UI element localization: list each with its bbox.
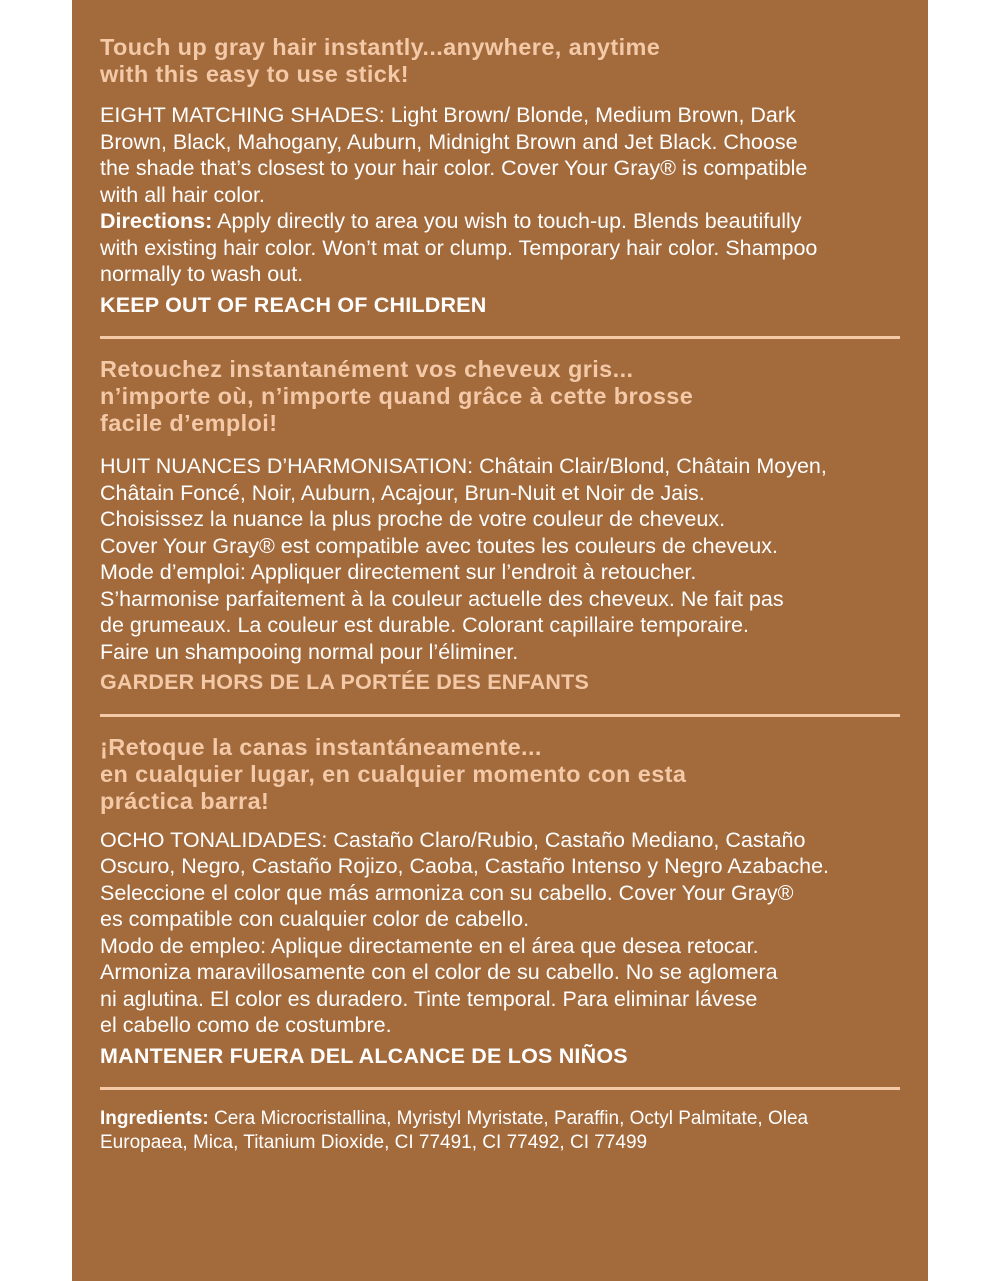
- spanish-body: [100, 827, 900, 1039]
- spanish-warning: MANTENER FUERA DEL ALCANCE DE LOS NIÑOS: [100, 1043, 628, 1068]
- french-body-line-6: S’harmonise parfaitement à la couleur actuelle des cheveux. Ne fait pas: [100, 586, 784, 611]
- english-heading-line-2: with this easy to use stick!: [100, 61, 409, 87]
- ingredients-line-1: [100, 1107, 900, 1131]
- french-heading-line-3: facile d’emploi!: [100, 410, 278, 436]
- section-ingredients: [100, 1107, 900, 1155]
- divider-3: [100, 1087, 900, 1090]
- section-spanish: [100, 734, 900, 1070]
- english-shades-label: EIGHT MATCHING SHADES:: [100, 103, 385, 127]
- spanish-body-line-6: Armoniza maravillosamente con el color de su cabello. No se aglomera: [100, 960, 778, 984]
- english-body-line-4: with all hair color.: [100, 182, 265, 207]
- spanish-shades-label: OCHO TONALIDADES:: [100, 827, 328, 852]
- spanish-heading-line-2: en cualquier lugar, en cualquier momento con esta: [100, 760, 687, 787]
- french-body-line-4: Cover Your Gray® est compatible avec toutes les couleurs de cheveux.: [100, 533, 778, 558]
- spanish-body-text-1: Castaño Claro/Rubio, Castaño Mediano, Castaño: [327, 827, 806, 852]
- english-directions-label: Directions:: [100, 209, 213, 233]
- french-body-line-7: de grumeaux. La couleur est durable. Colorant capillaire temporaire.: [100, 613, 749, 637]
- french-warning: GARDER HORS DE LA PORTÉE DES ENFANTS: [100, 670, 590, 694]
- ingredients-label: Ingredients:: [100, 1108, 209, 1129]
- ingredients-text-1: Cera Microcristallina, Myristyl Myristate, Paraffin, Octyl Palmitate, Olea: [208, 1108, 809, 1129]
- english-directions-text-1: Apply directly to area you wish to touch-up. Blends beautifully: [212, 209, 802, 233]
- french-shades-label: HUIT NUANCES D’HARMONISATION:: [100, 454, 474, 478]
- english-body-text-1: Light Brown/ Blonde, Medium Brown, Dark: [384, 103, 796, 127]
- english-directions-line-2: with existing hair color. Won’t mat or clump. Temporary hair color. Shampoo: [100, 235, 818, 260]
- section-english: [100, 34, 900, 318]
- english-warning: KEEP OUT OF REACH OF CHILDREN: [100, 292, 487, 317]
- section-french: [100, 356, 900, 696]
- french-body-line-1: [100, 453, 900, 480]
- divider-1: [100, 336, 900, 339]
- spanish-body-line-3: Seleccione el color que más armoniza con su cabello. Cover Your Gray®: [100, 880, 794, 905]
- english-directions-line-3: normally to wash out.: [100, 262, 304, 286]
- english-directions-line-1: [100, 208, 900, 235]
- english-heading: [100, 34, 900, 88]
- french-body: [100, 453, 900, 665]
- spanish-heading-line-3: práctica barra!: [100, 787, 270, 814]
- ingredients-line-2: Europaea, Mica, Titanium Dioxide, CI 77491, CI 77492, CI 77499: [100, 1132, 648, 1153]
- spanish-body-line-8: el cabello como de costumbre.: [100, 1013, 392, 1037]
- french-heading: [100, 356, 900, 437]
- spanish-body-line-5: Modo de empleo: Aplique directamente en el área que desea retocar.: [100, 933, 759, 958]
- spanish-heading-line-1: ¡Retoque la canas instantáneamente...: [100, 733, 542, 760]
- english-body-line-1: [100, 102, 900, 129]
- spanish-body-line-2: Oscuro, Negro, Castaño Rojizo, Caoba, Castaño Intenso y Negro Azabache.: [100, 854, 830, 878]
- divider-2: [100, 714, 900, 717]
- product-label-panel: [72, 0, 928, 1281]
- french-heading-line-2: n’importe où, n’importe quand grâce à cette brosse: [100, 383, 694, 409]
- spanish-heading: [100, 734, 900, 815]
- ingredients-text: [100, 1107, 900, 1155]
- french-heading-line-1: Retouchez instantanément vos cheveux gris...: [100, 356, 634, 382]
- english-body-line-3: the shade that’s closest to your hair color. Cover Your Gray® is compatible: [100, 156, 808, 180]
- english-body: [100, 102, 900, 208]
- french-body-line-8: Faire un shampooing normal pour l’éliminer.: [100, 639, 519, 664]
- french-body-line-5: Mode d’emploi: Appliquer directement sur l’endroit à retoucher.: [100, 560, 697, 584]
- spanish-body-line-7: ni aglutina. El color es duradero. Tinte temporal. Para eliminar lávese: [100, 986, 758, 1011]
- english-directions: [100, 208, 900, 288]
- spanish-body-line-1: [100, 827, 900, 854]
- french-body-line-2: Châtain Foncé, Noir, Auburn, Acajour, Brun-Nuit et Noir de Jais.: [100, 480, 705, 505]
- english-body-line-2: Brown, Black, Mahogany, Auburn, Midnight Brown and Jet Black. Choose: [100, 129, 798, 154]
- french-body-line-3: Choisissez la nuance la plus proche de votre couleur de cheveux.: [100, 507, 726, 531]
- english-heading-line-1: Touch up gray hair instantly...anywhere, anytime: [100, 34, 661, 60]
- french-body-text-1: Châtain Clair/Blond, Châtain Moyen,: [473, 454, 827, 478]
- spanish-body-line-4: es compatible con cualquier color de cabello.: [100, 907, 530, 931]
